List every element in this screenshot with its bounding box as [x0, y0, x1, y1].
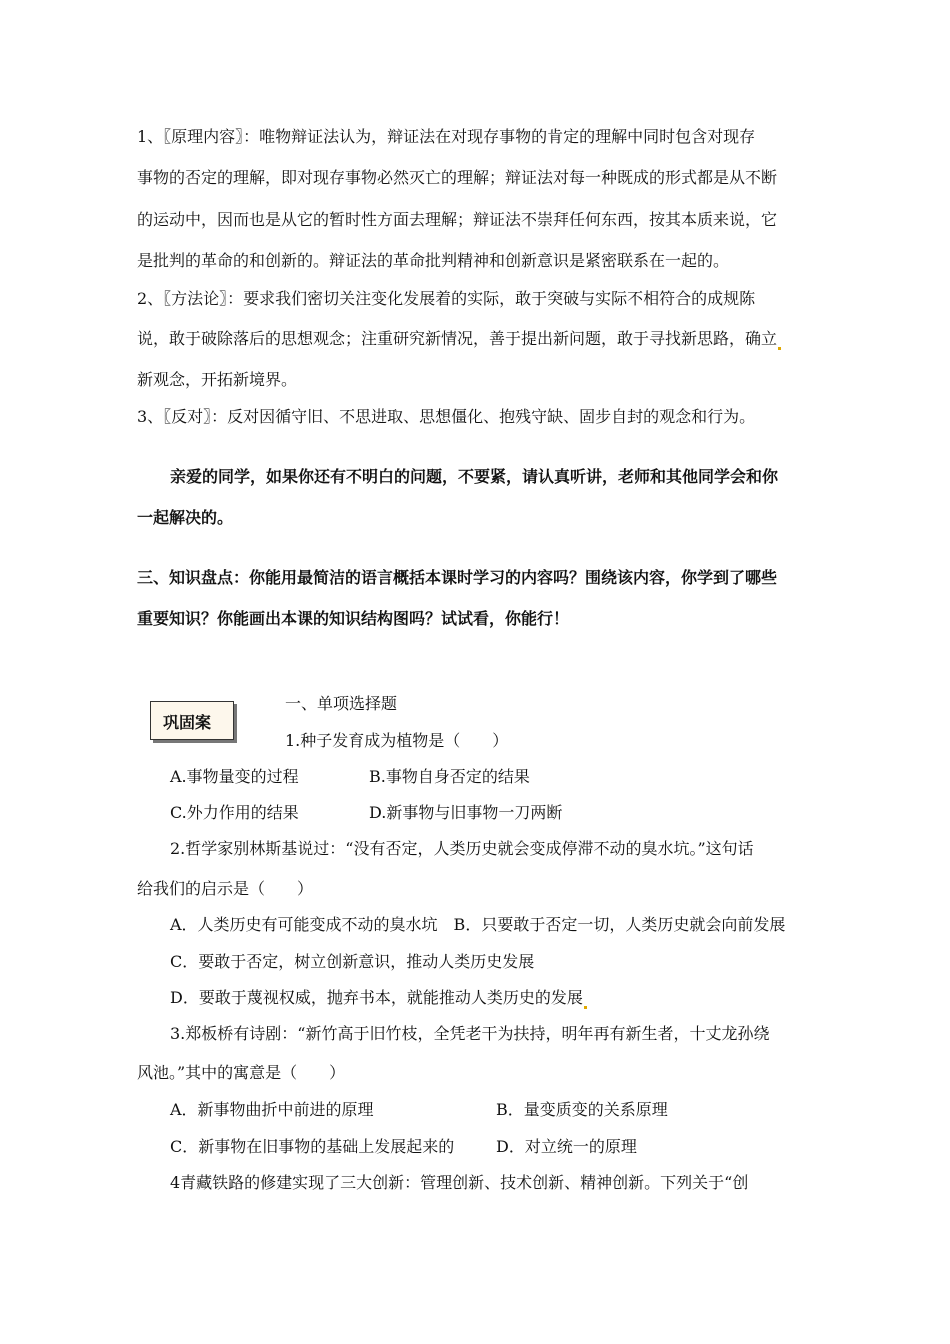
principle-line-2: 事物的否定的理解，即对现存事物必然灭亡的理解；辩证法对每一种既成的形式都是从不断: [137, 168, 778, 187]
highlight-dot: [584, 1006, 587, 1009]
q3-option-a: A．新事物曲折中前进的原理: [170, 1100, 374, 1119]
q2-option-d: [170, 987, 587, 1009]
q1-option-b: B.事物自身否定的结果: [369, 767, 530, 786]
q3-stem-line-2: 风池。”其中的寓意是（ ）: [137, 1063, 346, 1082]
method-line-2: [137, 328, 781, 350]
encourage-line-2: 一起解决的。: [137, 508, 234, 527]
q2-option-c: C．要敢于否定，树立创新意识，推动人类历史发展: [170, 952, 535, 971]
q1-option-a: A.事物量变的过程: [170, 767, 299, 786]
q1-stem: 1.种子发育成为植物是（ ）: [285, 731, 509, 750]
q3-option-b: B．量变质变的关系原理: [496, 1100, 668, 1119]
highlight-dot: [778, 347, 781, 350]
method-line-3: 新观念，开拓新境界。: [137, 370, 298, 389]
summary-line-2: 重要知识？你能画出本课的知识结构图吗？试试看，你能行！: [137, 609, 570, 628]
q1-option-c: C.外力作用的结果: [170, 803, 299, 822]
q2-stem-line-1: 2.哲学家别林斯基说过：“没有否定，人类历史就会变成停滞不动的臭水坑。”这句话: [170, 839, 754, 858]
q3-option-d: D．对立统一的原理: [496, 1137, 637, 1156]
q3-stem-line-1: 3.郑板桥有诗剧：“新竹高于旧竹枝，全凭老干为扶持，明年再有新生者，十丈龙孙绕: [170, 1024, 770, 1043]
q2-option-d-text: D．要敢于蔑视权威，抛弃书本，就能推动人类历史的发展: [170, 988, 583, 1007]
principle-line-4: 是批判的革命的和创新的。辩证法的革命批判精神和创新意识是紧密联系在一起的。: [137, 251, 730, 270]
consolidate-box: [150, 701, 234, 740]
q2-stem-line-2: 给我们的启示是（ ）: [137, 879, 314, 898]
q1-option-d: D.新事物与旧事物一刀两断: [369, 803, 563, 822]
q2-option-ab: A．人类历史有可能变成不动的臭水坑 B．只要敢于否定一切，人类历史就会向前发展: [170, 915, 786, 934]
oppose-line: 3、〖反对〗：反对因循守旧、不思进取、思想僵化、抱残守缺、固步自封的观念和行为。: [137, 407, 756, 426]
summary-line-1: 三、知识盘点：你能用最简洁的语言概括本课时学习的内容吗？围绕该内容，你学到了哪些: [137, 568, 778, 587]
consolidate-box-label: 巩固案: [163, 713, 212, 732]
q3-option-c: C．新事物在旧事物的基础上发展起来的: [170, 1137, 455, 1156]
section-title: 一、单项选择题: [285, 694, 398, 713]
encourage-line-1: 亲爱的同学，如果你还有不明白的问题，不要紧，请认真听讲，老师和其他同学会和你: [170, 467, 779, 486]
principle-line-1: 1、〖原理内容〗：唯物辩证法认为，辩证法在对现存事物的肯定的理解中同时包含对现存: [137, 127, 756, 146]
method-line-1: 2、〖方法论〗：要求我们密切关注变化发展着的实际，敢于突破与实际不相符合的成规陈: [137, 289, 756, 308]
principle-line-3: 的运动中，因而也是从它的暂时性方面去理解；辩证法不崇拜任何东西，按其本质来说，它: [137, 210, 778, 229]
method-line-2-text: 说，敢于破除落后的思想观念；注重研究新情况，善于提出新问题，敢于寻找新思路，确立: [137, 329, 778, 348]
q4-stem: 4青藏铁路的修建实现了三大创新：管理创新、技术创新、精神创新。下列关于“创: [170, 1173, 749, 1192]
